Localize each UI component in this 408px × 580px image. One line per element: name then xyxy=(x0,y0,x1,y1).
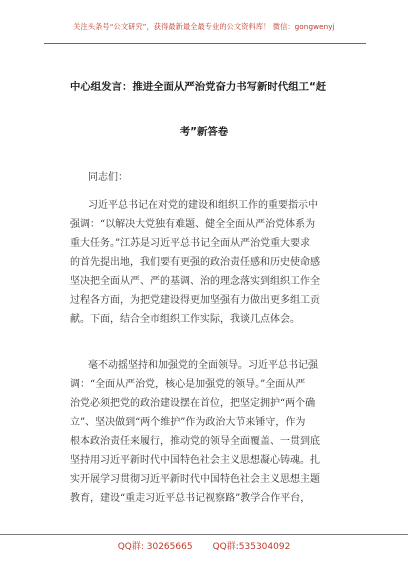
paragraph-line: 习近平总书记在对党的建设和组织工作的重要指示中 xyxy=(88,200,318,211)
document-title-line-2: 考”新答卷 xyxy=(179,126,229,138)
paragraph-line: 献。下面，结合全市组织工作实际，我谈几点体会。 xyxy=(70,314,300,325)
paragraph-line: 毫不动摇坚持和加强党的全面领导。习近平总书记强 xyxy=(88,360,318,371)
footer-qq-group-2: QQ群:535304092 xyxy=(212,542,291,552)
paragraph-line: 坚决把全面从严、严的基调、治的理念落实到组织工作全 xyxy=(70,276,320,287)
footer-contact xyxy=(0,539,408,552)
paragraph-line: 过程各方面，为把党建设得更加坚强有力做出更多组工贡 xyxy=(70,295,320,306)
document-title-line-1: 中心组发言：推进全面从严治党奋力书写新时代组工“赶 xyxy=(70,81,327,93)
salutation: 同志们： xyxy=(88,172,128,183)
paragraph-line: 重大任务。”江苏是习近平总书记全面从严治党重大要求 xyxy=(70,238,311,249)
paragraph-line: 根本政治责任来履行，推动党的领导全面覆盖、一贯到底 xyxy=(70,436,320,447)
paragraph-line: 教育，建设“重走习近平总书记视察路”教学合作平台， xyxy=(70,493,311,504)
paragraph-line: 坚持用习近平新时代中国特色社会主义思想凝心铸魂。扎 xyxy=(70,455,320,466)
header-divider xyxy=(44,43,366,44)
paragraph-line: 调：“全面从严治党，核心是加强党的领导。”全面从严 xyxy=(70,379,306,390)
paragraph-line: 强调：“以解决大党独有难题、健全全面从严治党体系为 xyxy=(70,219,316,230)
header-banner: 关注头条号“公文研究”，获得最新最全最专业的公文资料库！ 微信：gongwenyj xyxy=(73,22,335,31)
paragraph-line: 的首先提出地，我们要有更强的政治责任感和历史使命感 xyxy=(70,257,320,268)
paragraph-line: 治党必须把党的政治建设摆在首位，把坚定拥护“两个确 xyxy=(70,398,316,409)
paragraph-line: 实开展学习贯彻习近平新时代中国特色社会主义思想主题 xyxy=(70,474,320,485)
footer-qq-group-1: QQ群: 30265665 xyxy=(117,542,193,552)
footer-divider xyxy=(0,534,408,535)
paragraph-line: 立”、坚决做到“两个维护”作为政治大节来锤守，作为 xyxy=(70,417,306,428)
